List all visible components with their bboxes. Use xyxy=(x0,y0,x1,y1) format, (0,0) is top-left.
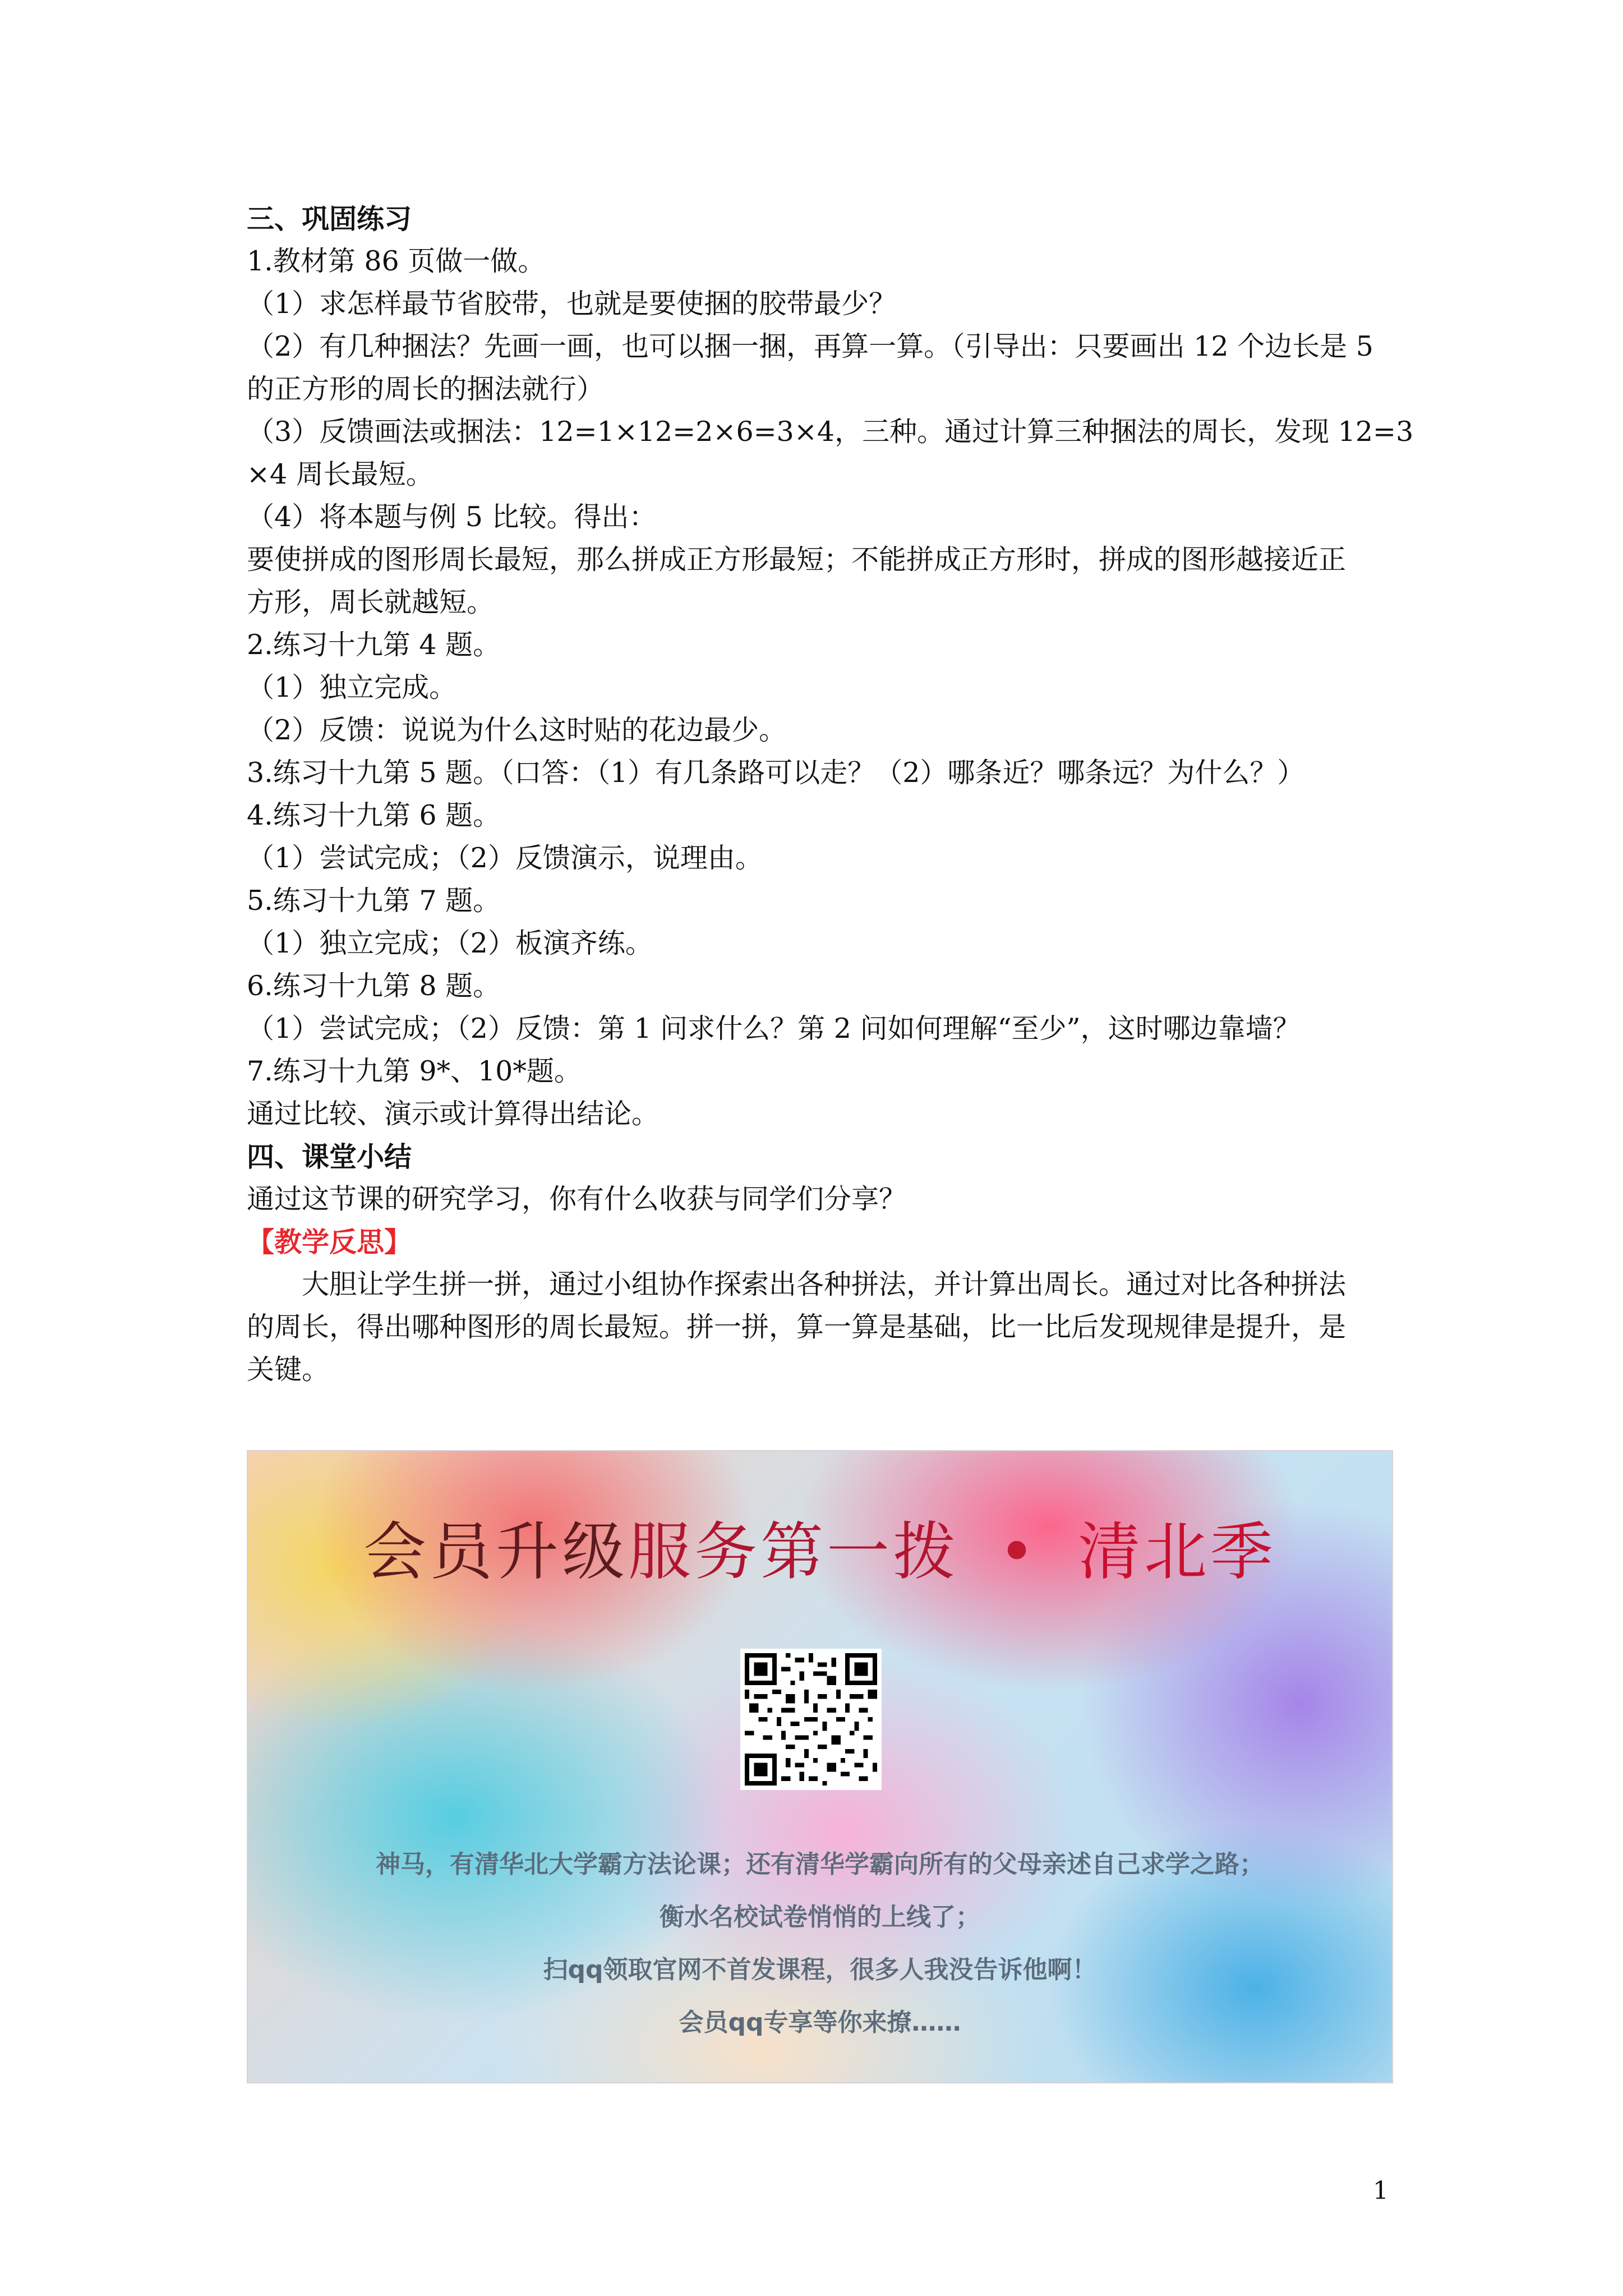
exercise-1-step-1: （1）求怎样最节省胶带，也就是要使捆的胶带最少？ xyxy=(247,288,897,320)
exercise-1-step-3-cont: ×4 周长最短。 xyxy=(247,458,434,490)
exercise-2-step-1: （1）独立完成。 xyxy=(247,671,457,703)
exercise-7-title: 7.练习十九第 9*、10*题。 xyxy=(247,1055,582,1087)
exercise-1-step-2-cont: 的正方形的周长的捆法就行） xyxy=(247,373,605,405)
exercise-3: 3.练习十九第 5 题。（口答：（1）有几条路可以走？（2）哪条近？哪条远？为什么？） xyxy=(247,757,1305,789)
exercise-5-title: 5.练习十九第 7 题。 xyxy=(247,885,501,917)
section-heading-consolidation: 三、巩固练习 xyxy=(247,203,412,235)
exercise-2-title: 2.练习十九第 4 题。 xyxy=(247,629,501,661)
exercise-4-steps: （1）尝试完成；（2）反馈演示，说理由。 xyxy=(247,842,763,874)
banner-text-block xyxy=(248,1838,1392,2049)
exercise-1-step-4: （4）将本题与例 5 比较。得出： xyxy=(247,501,657,533)
banner-title-part3: 清北季 xyxy=(1078,1516,1277,1589)
exercise-1-conclusion: 要使拼成的图形周长最短，那么拼成正方形最短；不能拼成正方形时，拼成的图形越接近正 xyxy=(247,544,1347,576)
reflection-line-1: 大胆让学生拼一拼，通过小组协作探索出各种拼法，并计算出周长。通过对比各种拼法 xyxy=(302,1268,1347,1300)
page-number: 1 xyxy=(1373,2177,1389,2205)
banner-line-2: 衡水名校试卷悄悄的上线了； xyxy=(660,1903,980,1931)
exercise-1-step-2: （2）有几种捆法？先画一画，也可以捆一捆，再算一算。（引导出：只要画出 12 个边长是 5 xyxy=(247,330,1373,362)
banner-line-1: 神马，有清华北大学霸方法论课；还有清华学霸向所有的父母亲述自己求学之路； xyxy=(376,1850,1264,1879)
banner-title xyxy=(248,1513,1392,1591)
exercise-7-note: 通过比较、演示或计算得出结论。 xyxy=(247,1098,660,1130)
exercise-1-title: 1.教材第 86 页做一做。 xyxy=(247,245,546,277)
exercise-6-title: 6.练习十九第 8 题。 xyxy=(247,970,501,1002)
exercise-1-conclusion-cont: 方形，周长就越短。 xyxy=(247,586,495,618)
banner-line-3: 扫qq领取官网不首发课程，很多人我没告诉他啊！ xyxy=(543,1955,1097,1984)
section-heading-summary: 四、课堂小结 xyxy=(247,1140,412,1173)
document-body xyxy=(247,197,1414,1391)
reflection-line-3: 关键。 xyxy=(247,1354,330,1386)
summary-text: 通过这节课的研究学习，你有什么收获与同学们分享？ xyxy=(247,1183,907,1215)
exercise-6-steps: （1）尝试完成；（2）反馈：第 1 问求什么？第 2 问如何理解“至少”，这时哪边靠墙？ xyxy=(247,1013,1301,1045)
exercise-2-step-2: （2）反馈：说说为什么这时贴的花边最少。 xyxy=(247,714,787,746)
reflection-heading: 【教学反思】 xyxy=(247,1226,412,1258)
exercise-1-step-3: （3）反馈画法或捆法：12=1×12=2×6=3×4，三种。通过计算三种捆法的周长，发现 12=3 xyxy=(247,416,1414,448)
banner-title-part1: 会员升级 xyxy=(363,1516,628,1589)
exercise-5-steps: （1）独立完成；（2）板演齐练。 xyxy=(247,927,653,959)
reflection-line-2: 的周长，得出哪种图形的周长最短。拼一拼，算一算是基础，比一比后发现规律是提升，是 xyxy=(247,1311,1347,1343)
promo-banner[interactable] xyxy=(247,1450,1393,2083)
qr-code-icon[interactable] xyxy=(740,1649,882,1790)
banner-title-separator: • xyxy=(998,1516,1039,1589)
qr-code-graphic xyxy=(745,1653,877,1786)
banner-line-4: 会员qq专享等你来撩…… xyxy=(679,2008,961,2037)
banner-title-part2: 服务第一拨 xyxy=(628,1516,959,1589)
exercise-4-title: 4.练习十九第 6 题。 xyxy=(247,799,501,831)
